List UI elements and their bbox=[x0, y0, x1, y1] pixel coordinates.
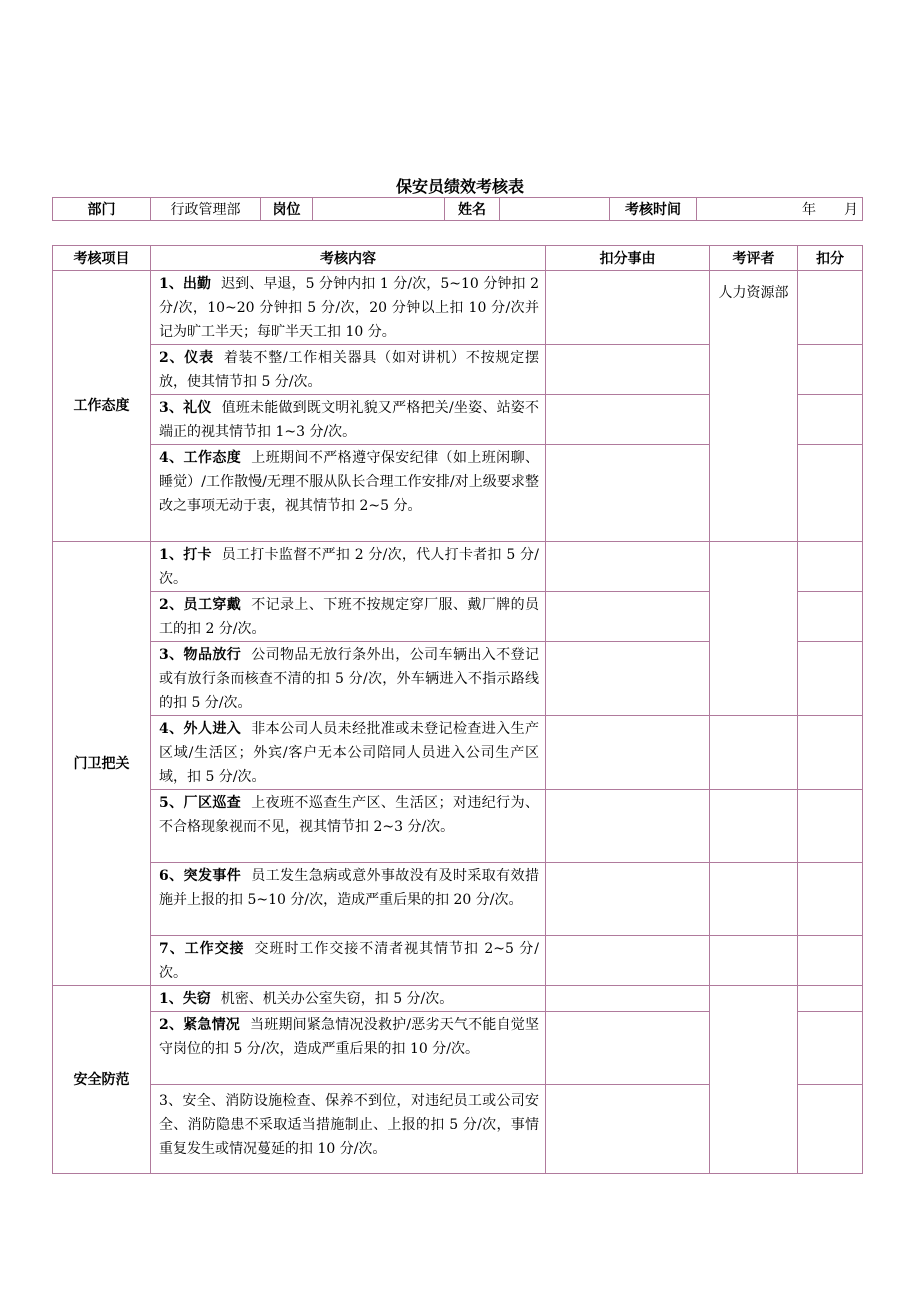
content-cell: 1、打卡 员工打卡监督不严扣 2 分/次，代人打卡者扣 5 分/次。 bbox=[151, 542, 546, 592]
time-value[interactable]: 年 月 bbox=[697, 198, 863, 221]
reason-cell[interactable] bbox=[546, 986, 710, 1012]
reason-cell[interactable] bbox=[546, 790, 710, 863]
deduction-cell[interactable] bbox=[798, 936, 863, 986]
deduction-cell[interactable] bbox=[798, 1085, 863, 1174]
reason-cell[interactable] bbox=[546, 271, 710, 345]
table-row bbox=[53, 790, 863, 863]
table-row bbox=[53, 863, 863, 936]
evaluator-blank-cell[interactable] bbox=[710, 542, 798, 716]
reason-cell[interactable] bbox=[546, 863, 710, 936]
reason-cell[interactable] bbox=[546, 642, 710, 716]
deduction-cell[interactable] bbox=[798, 986, 863, 1012]
content-cell: 3、安全、消防设施检查、保养不到位，对违纪员工或公司安全、消防隐患不采取适当措施制止、上报的扣 5 分/次，事情重复发生或情况蔓延的扣 10 分/次。 bbox=[151, 1085, 546, 1174]
evaluator-blank-cell[interactable] bbox=[710, 790, 798, 863]
content-cell: 3、礼仪 值班未能做到既文明礼貌又严格把关/坐姿、站姿不端正的视其情节扣 1~3 分/次。 bbox=[151, 395, 546, 445]
table-row bbox=[53, 716, 863, 790]
time-label: 考核时间 bbox=[610, 198, 697, 221]
content-cell: 6、突发事件 员工发生急病或意外事故没有及时采取有效措施并上报的扣 5~10 分/次，造成严重后果的扣 20 分/次。 bbox=[151, 863, 546, 936]
evaluator-cell: 人力资源部 bbox=[710, 271, 798, 542]
content-cell: 7、工作交接 交班时工作交接不清者视其情节扣 2~5 分/次。 bbox=[151, 936, 546, 986]
table-row bbox=[53, 271, 863, 345]
deduction-cell[interactable] bbox=[798, 445, 863, 542]
reason-cell[interactable] bbox=[546, 1085, 710, 1174]
content-cell: 2、员工穿戴 不记录上、下班不按规定穿厂服、戴厂牌的员工的扣 2 分/次。 bbox=[151, 592, 546, 642]
table-row bbox=[53, 986, 863, 1012]
header-item: 考核项目 bbox=[53, 246, 151, 271]
table-row bbox=[53, 542, 863, 592]
content-cell: 1、失窃 机密、机关办公室失窃，扣 5 分/次。 bbox=[151, 986, 546, 1012]
deduction-cell[interactable] bbox=[798, 542, 863, 592]
deduction-cell[interactable] bbox=[798, 863, 863, 936]
reason-cell[interactable] bbox=[546, 592, 710, 642]
header-reason: 扣分事由 bbox=[546, 246, 710, 271]
deduction-cell[interactable] bbox=[798, 642, 863, 716]
content-cell: 4、工作态度 上班期间不严格遵守保安纪律（如上班闲聊、睡觉）/工作散慢/无理不服从队长合理工作安排/对上级要求整改之事项无动于衷，视其情节扣 2~5 分。 bbox=[151, 445, 546, 542]
category-safety: 安全防范 bbox=[53, 986, 151, 1174]
table-row bbox=[53, 936, 863, 986]
reason-cell[interactable] bbox=[546, 345, 710, 395]
header-deduction: 扣分 bbox=[798, 246, 863, 271]
name-label: 姓名 bbox=[445, 198, 500, 221]
info-table bbox=[52, 197, 863, 221]
content-cell: 3、物品放行 公司物品无放行条外出，公司车辆出入不登记或有放行条而核查不清的扣 5 分/次，外车辆进入不指示路线的扣 5 分/次。 bbox=[151, 642, 546, 716]
evaluator-blank-cell[interactable] bbox=[710, 716, 798, 790]
content-cell: 5、厂区巡查 上夜班不巡查生产区、生活区；对违纪行为、不合格现象视而不见，视其情节扣 2~3 分/次。 bbox=[151, 790, 546, 863]
evaluator-blank-cell[interactable] bbox=[710, 936, 798, 986]
content-cell: 2、仪表 着装不整/工作相关器具（如对讲机）不按规定摆放，使其情节扣 5 分/次。 bbox=[151, 345, 546, 395]
post-label: 岗位 bbox=[261, 198, 313, 221]
dept-value[interactable]: 行政管理部 bbox=[151, 198, 261, 221]
content-cell: 1、出勤 迟到、早退，5 分钟内扣 1 分/次，5~10 分钟扣 2 分/次，10~20 分钟扣 5 分/次，20 分钟以上扣 10 分/次并记为旷工半天；每旷半天工扣 10 分。 bbox=[151, 271, 546, 345]
deduction-cell[interactable] bbox=[798, 271, 863, 345]
content-cell: 4、外人进入 非本公司人员未经批准或未登记检查进入生产区域/生活区；外宾/客户无本公司陪同人员进入公司生产区域，扣 5 分/次。 bbox=[151, 716, 546, 790]
reason-cell[interactable] bbox=[546, 1012, 710, 1085]
category-gate-control: 门卫把关 bbox=[53, 542, 151, 986]
content-cell: 2、紧急情况 当班期间紧急情况没救护/恶劣天气不能自觉坚守岗位的扣 5 分/次，造成严重后果的扣 10 分/次。 bbox=[151, 1012, 546, 1085]
assessment-table bbox=[52, 245, 863, 1174]
deduction-cell[interactable] bbox=[798, 345, 863, 395]
reason-cell[interactable] bbox=[546, 936, 710, 986]
reason-cell[interactable] bbox=[546, 445, 710, 542]
evaluator-blank-cell[interactable] bbox=[710, 863, 798, 936]
reason-cell[interactable] bbox=[546, 716, 710, 790]
deduction-cell[interactable] bbox=[798, 716, 863, 790]
deduction-cell[interactable] bbox=[798, 395, 863, 445]
reason-cell[interactable] bbox=[546, 542, 710, 592]
table-header-row bbox=[53, 246, 863, 271]
name-value[interactable] bbox=[500, 198, 610, 221]
reason-cell[interactable] bbox=[546, 395, 710, 445]
category-work-attitude: 工作态度 bbox=[53, 271, 151, 542]
evaluator-blank-cell[interactable] bbox=[710, 986, 798, 1174]
deduction-cell[interactable] bbox=[798, 1012, 863, 1085]
post-value[interactable] bbox=[313, 198, 445, 221]
deduction-cell[interactable] bbox=[798, 790, 863, 863]
header-content: 考核内容 bbox=[151, 246, 546, 271]
dept-label: 部门 bbox=[53, 198, 151, 221]
deduction-cell[interactable] bbox=[798, 592, 863, 642]
header-evaluator: 考评者 bbox=[710, 246, 798, 271]
document-title: 保安员绩效考核表 bbox=[395, 177, 524, 196]
